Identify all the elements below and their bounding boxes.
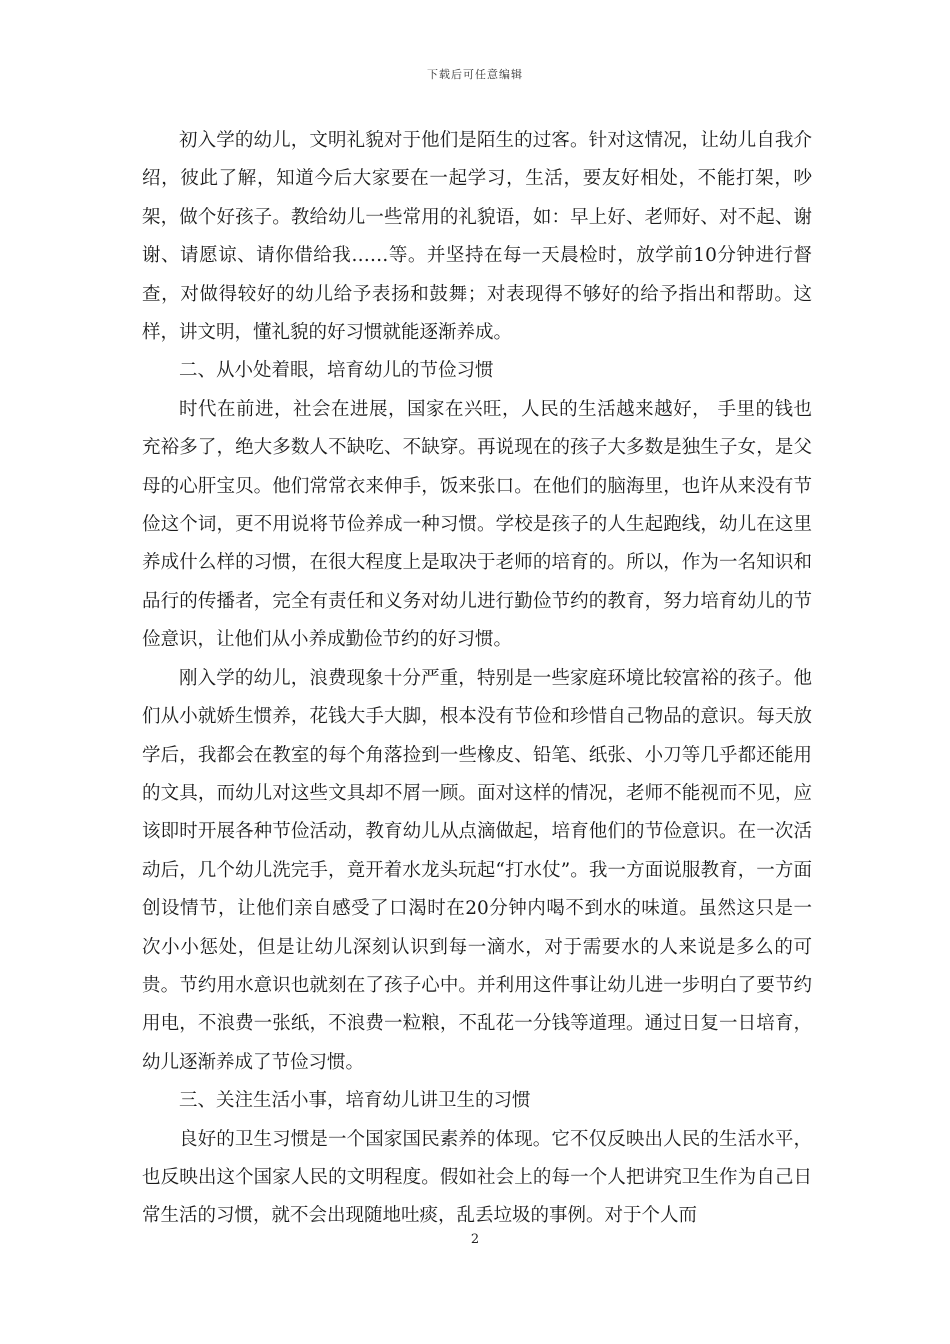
section-heading-hygiene: 三、关注生活小事，培育幼儿讲卫生的习惯	[179, 1090, 531, 1112]
document-body	[142, 122, 812, 1236]
page-header: 下载后可任意编辑	[427, 68, 523, 81]
paragraph-hygiene: 良好的卫生习惯是一个国家国民素养的体现。它不仅反映出人民的生活水平，也反映出这个国家人民的文明程度。假如社会上的每一个人把讲究卫生作为自己日常生活的习惯，就不会出现随地吐痰，乱丢垃圾的事例。对于个人而	[142, 1128, 812, 1227]
section-heading-thrift: 二、从小处着眼，培育幼儿的节俭习惯	[179, 360, 494, 382]
paragraph-thrift-intro: 时代在前进，社会在进展，国家在兴旺，人民的生活越来越好， 手里的钱也充裕多了，绝大多数人不缺吃、不缺穿。再说现在的孩子大多数是独生子女，是父母的心肝宝贝。他们常常衣来伸手，饭来张口。在他们的脑海里，也许从来没有节俭这个词，更不用说将节俭养成一种习惯。学校是孩子的人生起跑线，幼儿在这里养成什么样的习惯，在很大程度上是取决于老师的培育的。所以，作为一名知识和品行的传播者，完全有责任和义务对幼儿进行勤俭节约的教育，努力培育幼儿的节俭意识，让他们从小养成勤俭节约的好习惯。	[142, 398, 812, 651]
paragraph-manners: 初入学的幼儿，文明礼貌对于他们是陌生的过客。针对这情况，让幼儿自我介绍，彼此了解，知道今后大家要在一起学习，生活，要友好相处，不能打架，吵架，做个好孩子。教给幼儿一些常用的礼貌语，如：早上好、老师好、对不起、谢谢、请愿谅、请你借给我……等。并坚持在每一天晨检时，放学前10分钟进行督查，对做得较好的幼儿给予表扬和鼓舞；对表现得不够好的给予指出和帮助。这样，讲文明，懂礼貌的好习惯就能逐渐养成。	[142, 130, 812, 344]
paragraph-thrift-example: 刚入学的幼儿，浪费现象十分严重，特别是一些家庭环境比较富裕的孩子。他们从小就娇生惯养，花钱大手大脚，根本没有节俭和珍惜自己物品的意识。每天放学后，我都会在教室的每个角落捡到一些橡皮、铅笔、纸张、小刀等几乎都还能用的文具，而幼儿对这些文具却不屑一顾。面对这样的情况，老师不能视而不见，应该即时开展各种节俭活动，教育幼儿从点滴做起，培育他们的节俭意识。在一次活动后，几个幼儿洗完手，竟开着水龙头玩起“打水仗”。我一方面说服教育，一方面创设情节，让他们亲自感受了口渴时在20分钟内喝不到水的味道。虽然这只是一次小小惩处，但是让幼儿深刻认识到每一滴水，对于需要水的人来说是多么的可贵。节约用水意识也就刻在了孩子心中。并利用这件事让幼儿进一步明白了要节约用电，不浪费一张纸，不浪费一粒粮，不乱花一分钱等道理。通过日复一日培育，幼儿逐渐养成了节俭习惯。	[142, 667, 812, 1073]
page-number: 2	[470, 1232, 480, 1247]
